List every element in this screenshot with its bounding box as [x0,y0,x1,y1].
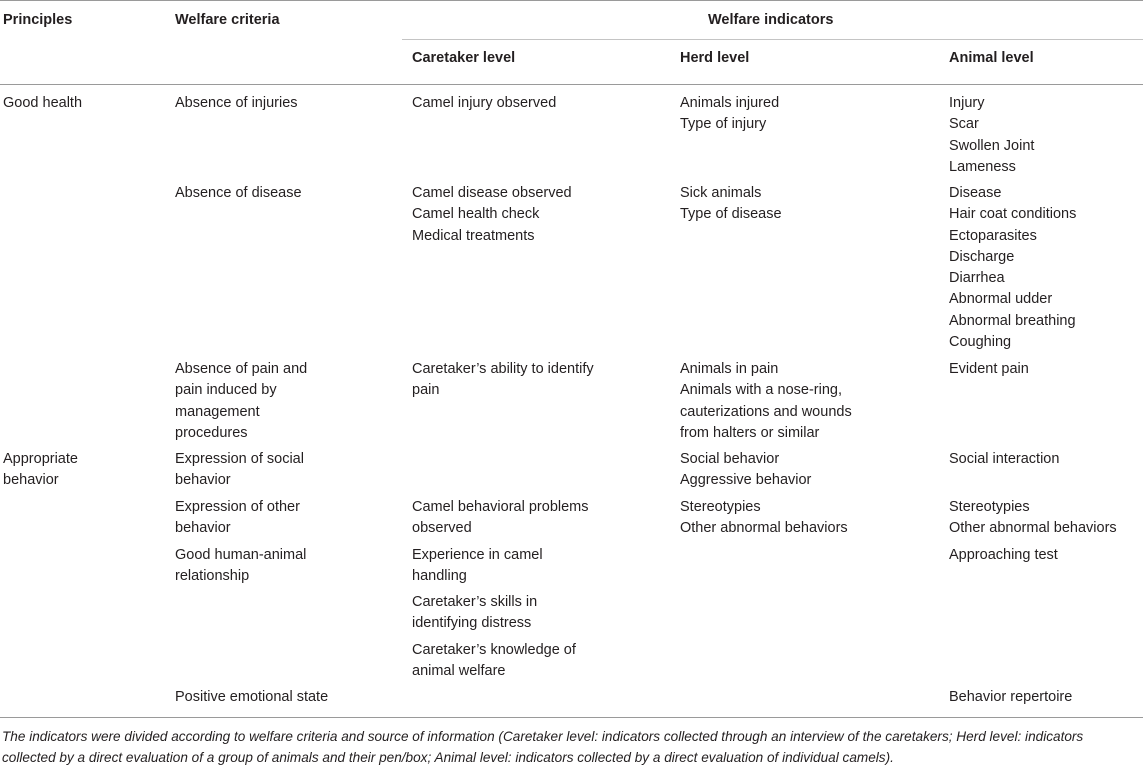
criteria-cell [175,449,304,492]
cell-line: Lameness [949,158,1016,175]
cell-line: Caretaker’s knowledge of [412,642,576,658]
herd-cell [680,359,852,444]
cell-line: cauterizations and wounds [680,403,852,420]
cell-line: Swollen Joint [949,137,1035,154]
cell-line: management [175,403,260,420]
cell-line: pain induced by [175,382,277,399]
cell-line: Behavior repertoire [949,689,1073,705]
cell-line: Camel injury observed [412,95,557,111]
cell-line: Caretaker’s skills in [412,594,538,610]
cell-line: Animals in pain [680,361,779,377]
cell-line: Appropriate [3,451,78,467]
cell-line: Other abnormal behaviors [949,520,1117,537]
cell-line: Scar [949,116,979,133]
cell-line: relationship [175,568,250,585]
cell-line: Coughing [949,334,1012,351]
indicators-group-rule [402,39,1143,40]
criteria-cell [175,545,306,588]
cell-line: Discharge [949,248,1015,265]
cell-line: Camel behavioral problems [412,499,589,515]
animal-cell [949,687,1072,708]
cell-line: Camel disease observed [412,185,572,201]
cell-line: pain [412,382,440,399]
cell-line: Absence of injuries [175,95,298,111]
cell-line: from halters or similar [680,424,820,441]
cell-line: Abnormal udder [949,291,1053,308]
header-welfare-criteria: Welfare criteria [175,12,280,28]
cell-line: Other abnormal behaviors [680,520,848,537]
cell-line: Expression of social [175,451,304,467]
table-top-rule [0,0,1143,1]
caretaker-cell [412,359,594,402]
cell-line: Aggressive behavior [680,472,812,489]
principle-cell [3,449,78,492]
cell-line: behavior [175,520,231,537]
animal-cell [949,183,1076,353]
criteria-cell [175,183,302,204]
cell-line: Absence of pain and [175,361,308,377]
cell-line: Diarrhea [949,270,1005,287]
criteria-cell [175,497,300,540]
animal-cell [949,545,1058,566]
criteria-cell [175,93,298,114]
table-bottom-rule [0,717,1143,718]
cell-line: procedures [175,424,248,441]
cell-line: Type of disease [680,206,782,223]
herd-cell [680,449,811,492]
cell-line: Good human-animal [175,547,307,563]
herd-cell [680,183,782,226]
cell-line: Stereotypies [680,499,761,515]
cell-line: behavior [3,472,59,489]
principle-cell [3,93,82,114]
cell-line: Ectoparasites [949,227,1037,244]
cell-line: Medical treatments [412,227,535,244]
cell-line: Social interaction [949,451,1060,467]
caretaker-cell [412,592,537,635]
cell-line: Animals injured [680,95,780,111]
animal-cell [949,449,1059,470]
cell-line: Abnormal breathing [949,312,1076,329]
cell-line: Stereotypies [949,499,1030,515]
cell-line: Camel health check [412,206,540,223]
cell-line: Good health [3,95,83,111]
cell-line: Sick animals [680,185,762,201]
cell-line: Positive emotional state [175,689,329,705]
cell-line: Hair coat conditions [949,206,1077,223]
caretaker-cell [412,183,572,247]
criteria-cell [175,359,307,444]
herd-cell [680,497,848,540]
animal-cell [949,93,1034,178]
herd-cell [680,93,779,136]
caretaker-cell [412,497,589,540]
cell-line: handling [412,568,467,585]
header-principles: Principles [3,12,73,28]
criteria-cell [175,687,328,708]
cell-line: behavior [175,472,231,489]
cell-line: Expression of other [175,499,300,515]
cell-line: Caretaker’s ability to identify [412,361,594,377]
header-herd-level: Herd level [680,50,750,66]
header-animal-level: Animal level [949,50,1034,66]
cell-line: Experience in camel [412,547,543,563]
caretaker-cell [412,545,543,588]
caretaker-cell [412,640,576,683]
animal-cell [949,497,1117,540]
caretaker-cell [412,93,556,114]
cell-line: identifying distress [412,615,532,632]
cell-line: Absence of disease [175,185,302,201]
cell-line: Evident pain [949,361,1029,377]
cell-line: Injury [949,95,985,111]
header-caretaker-level: Caretaker level [412,50,516,66]
cell-line: Social behavior [680,451,780,467]
cell-line: Animals with a nose-ring, [680,382,842,399]
cell-line: Type of injury [680,116,767,133]
table-footnote: The indicators were divided according to welfare criteria and source of information (Caretaker level: indicators collected through an interview of the caretakers; Herd level: indicators collected by a direct evaluation of a group of animals and their pen/box; Animal level: indicators collected by a direct evaluation of individual camels). [2,729,1084,765]
header-bottom-rule [0,84,1143,85]
cell-line: observed [412,520,472,537]
cell-line: animal welfare [412,663,506,680]
animal-cell [949,359,1029,380]
cell-line: Approaching test [949,547,1058,563]
header-welfare-indicators: Welfare indicators [708,12,834,28]
cell-line: Disease [949,185,1002,201]
